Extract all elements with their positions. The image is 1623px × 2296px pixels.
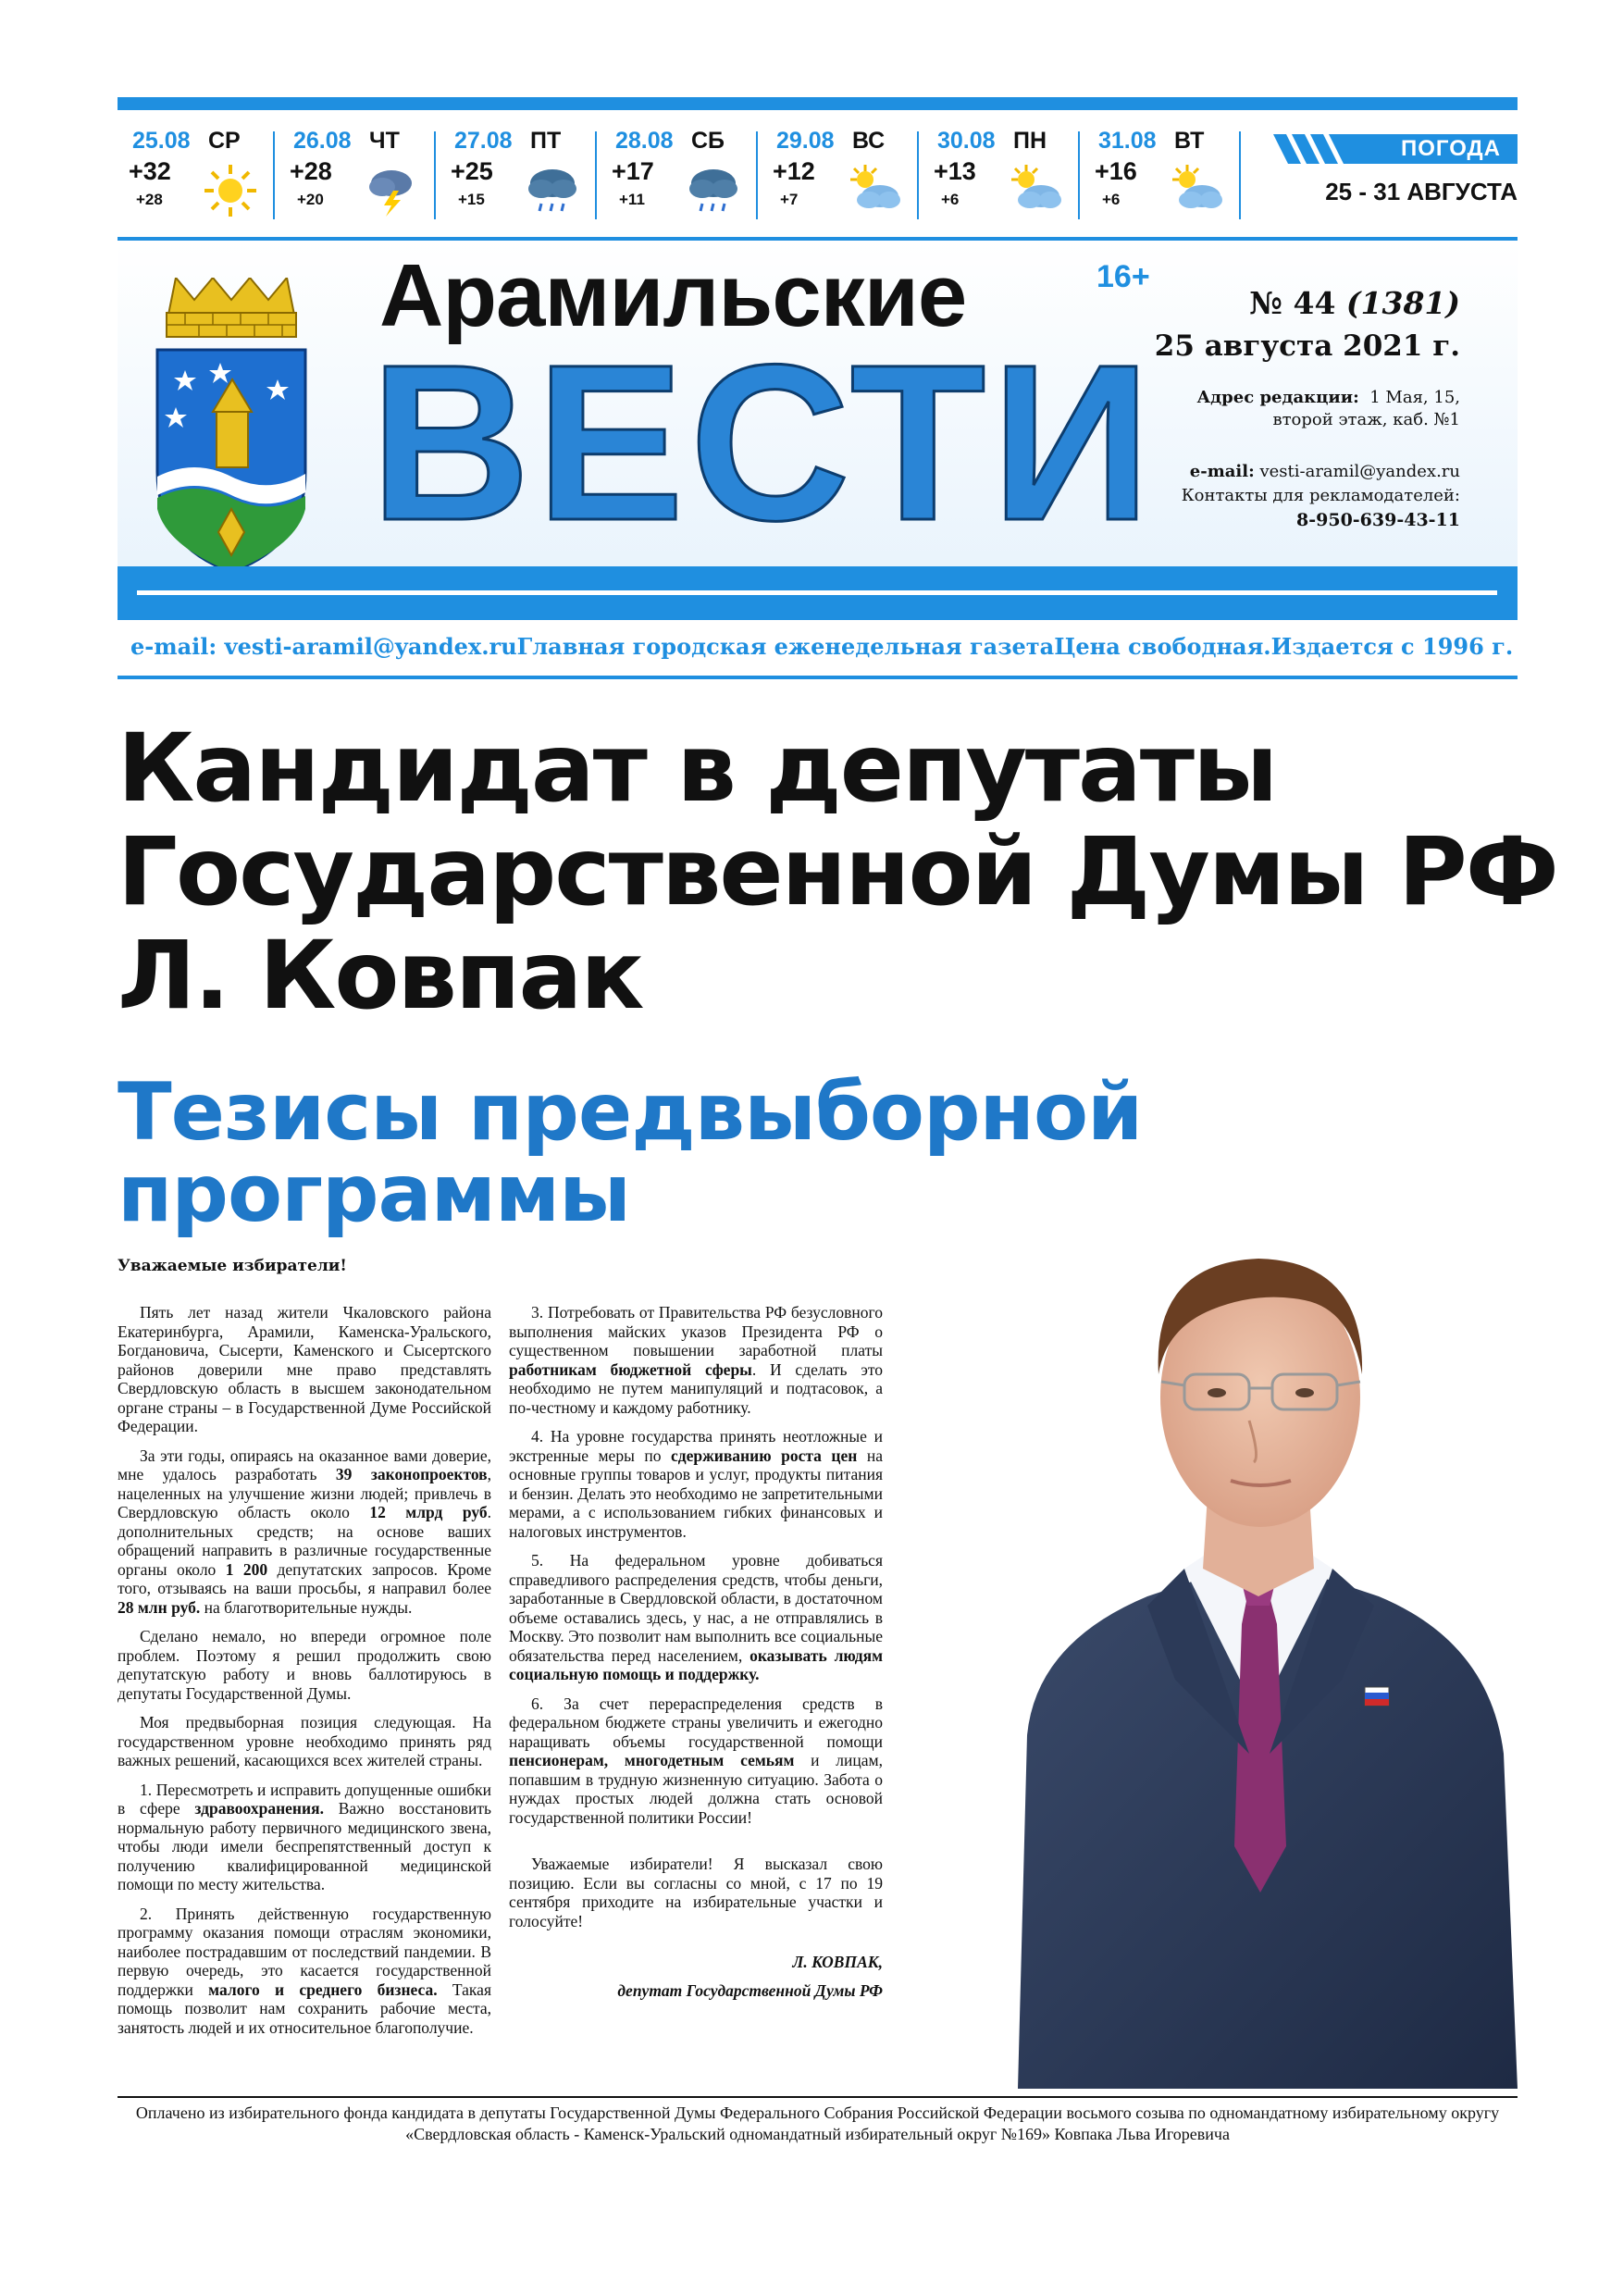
info-line <box>118 633 1518 660</box>
weather-separator <box>434 131 436 219</box>
weather-date: 27.08 <box>454 128 513 154</box>
info-email[interactable]: e-mail: vesti-aramil@yandex.ru <box>130 633 517 660</box>
city-coat-of-arms-icon <box>148 278 315 574</box>
weather-separator <box>273 131 275 219</box>
subheadline-line2: программы <box>118 1148 630 1240</box>
weather-weekday: ВТ <box>1174 128 1205 154</box>
thunder-cloud-icon <box>364 163 419 218</box>
footer-paid-notice: Оплачено из избирательного фонда кандидата в депутаты Государственной Думы Федерального Собрания Российской Федерации восьмого созыва по одномандатному избирательному округу «Свердловская область - Каменск-Уральский одномандатный избирательный округ №169» Ковпака Льва Игоревича <box>135 2104 1500 2143</box>
partly-cloudy-icon <box>1169 163 1224 218</box>
paragraph-5: 1. Пересмотреть и исправить допущенные ошибки в сфере здравоохранения. Важно восстановить нормальную работу первичного медицинского звена, чтобы люди имели беспрепятственный доступ к получению квалифицированной медицинской помощи по месту жительства. <box>118 1780 491 1893</box>
paragraph-9: 5. На федеральном уровне добиваться справедливого распределения средств, чтобы деньги, заработанные в Свердловской области, в достаточном объеме оставались здесь, у нас, а не отправлялись в Москву. Это позволит нам выполнить все социальные обязательства перед населением, оказывать людям социальную помощь и поддержку. <box>509 1551 884 1683</box>
signature-title: депутат Государственной Думы РФ <box>617 1980 883 2000</box>
weather-weekday: СР <box>208 128 241 154</box>
article-greeting: Уважаемые избиратели! <box>118 1257 347 1275</box>
weather-temp-max: +12 <box>773 157 815 185</box>
weather-temp-max: +28 <box>290 157 332 185</box>
weather-date: 31.08 <box>1098 128 1157 154</box>
signature-name: Л. КОВПАК, <box>792 1953 883 1971</box>
rain-cloud-icon <box>525 163 580 218</box>
email-label: e-mail: <box>1189 462 1255 481</box>
weather-day <box>923 122 1082 229</box>
weather-temp-min: +15 <box>458 191 485 208</box>
weather-label: ПОГОДА <box>1401 136 1501 161</box>
issue-number-label: № 44 <box>1249 285 1336 321</box>
issue-total: (1381) <box>1345 285 1460 321</box>
weather-weekday: ПН <box>1013 128 1047 154</box>
paragraph-11: Уважаемые избиратели! Я высказал свою позицию. Если вы согласны со мной, с 17 по 19 сентября приходите на избирательные участки и голосуйте! <box>509 1855 883 1930</box>
paragraph-3: Сделано немало, но впереди огромное поле проблем. Поэтому я решил продолжить свою депутатскую работу и вновь баллотируюсь в депутаты Государственной Думы. <box>118 1627 491 1703</box>
newspaper-title-bottom: ВЕСТИ <box>370 318 1157 566</box>
info-price: Цена свободная. <box>1054 633 1271 660</box>
weather-day <box>440 122 599 229</box>
weather-date-range: 25 - 31 АВГУСТА <box>1325 178 1518 205</box>
weather-day <box>1084 122 1243 229</box>
info-tagline: Главная городская еженедельная газета <box>516 633 1055 660</box>
address-line2: второй этаж, каб. №1 <box>1272 410 1460 429</box>
headline-line2: Государственной Думы РФ <box>118 817 1557 927</box>
subheadline-line1: Тезисы предвыборной <box>118 1066 1143 1159</box>
sun-icon <box>203 163 258 218</box>
headline-line3: Л. Ковпак <box>118 921 643 1031</box>
weather-day <box>279 122 438 229</box>
paragraph-4: Моя предвыборная позиция следующая. На государственном уровне необходимо принять ряд важных решений, касающихся всех жителей страны. <box>118 1713 491 1769</box>
email-link[interactable]: vesti-aramil@yandex.ru <box>1259 462 1460 481</box>
weather-temp-min: +6 <box>1102 191 1121 208</box>
article-column-2 <box>509 1303 883 2000</box>
issue-number <box>1129 285 1460 321</box>
headline-line1: Кандидат в депутаты <box>118 714 1277 824</box>
weather-temp-min: +11 <box>619 191 645 208</box>
weather-date: 28.08 <box>615 128 674 154</box>
weather-temp-min: +20 <box>297 191 324 208</box>
contacts-block <box>1073 460 1460 533</box>
weather-weekday: ПТ <box>530 128 562 154</box>
partly-cloudy-icon <box>847 163 902 218</box>
weather-separator <box>595 131 597 219</box>
weather-date: 25.08 <box>132 128 191 154</box>
weather-separator <box>1078 131 1080 219</box>
weather-temp-max: +25 <box>451 157 493 185</box>
article-column-1 <box>118 1303 491 2047</box>
weather-temp-max: +17 <box>612 157 654 185</box>
address-line1: 1 Мая, 15, <box>1369 388 1460 407</box>
paragraph-7: 3. Потребовать от Правительства РФ безусловного выполнения майских указов Президента РФ о существенном повышении заработной платы работникам бюджетной сферы. И сделать это необходимо не путем манипуляций и подтасовок, а по-честному и каждому работнику. <box>509 1303 883 1417</box>
weather-temp-min: +7 <box>780 191 799 208</box>
weather-temp-max: +16 <box>1095 157 1137 185</box>
paragraph-8: 4. На уровне государства принять неотложные и экстренные меры по сдерживанию роста цен на основные группы товаров и услуг, продукты питания и бензин. Делать это необходимо не запретительными мерами, а с использованием гибких финансовых и налоговых инструментов. <box>509 1427 883 1541</box>
info-since: Издается с 1996 г. <box>1270 633 1514 660</box>
weather-day <box>601 122 760 229</box>
rain-cloud-icon <box>686 163 741 218</box>
weather-temp-min: +28 <box>136 191 163 208</box>
paragraph-6: 2. Принять действенную государственную программу оказания помощи отраслям экономики, наиболее пострадавшим от последствий пандемии. В первую очередь, это касается государственной поддержки малого и среднего бизнеса. Такая помощь позволит нам сохранить рабочие места, занятость людей и их относительное благополучие. <box>118 1904 491 2037</box>
phone-number[interactable]: 8-950-639-43-11 <box>1296 510 1460 530</box>
weather-temp-max: +13 <box>934 157 976 185</box>
candidate-photo <box>999 1161 1518 2089</box>
weather-weekday: СБ <box>691 128 725 154</box>
paragraph-2: За эти годы, опираясь на оказанное вами доверие, мне удалось разработать 39 законопроектов, нацеленных на улучшение жизни людей; привлечь в Свердловскую область около 12 млрд руб. дополнительных средств; на основе ваших обращений направить в различные государственные органы около 1 200 депутатских запросов. Кроме того, отзываясь на ваши просьбы, я направил более 28 млн руб. на благотворительные нужды. <box>118 1446 492 1617</box>
weather-weekday: ЧТ <box>369 128 400 154</box>
info-line-rule <box>118 676 1518 679</box>
weather-temp-max: +32 <box>129 157 171 185</box>
weather-date: 26.08 <box>293 128 352 154</box>
weather-day <box>762 122 921 229</box>
weather-temp-min: +6 <box>941 191 960 208</box>
newspaper-title-top: Арамильские <box>379 246 967 345</box>
weather-weekday: ВС <box>852 128 886 154</box>
editorial-address <box>1092 387 1460 431</box>
paragraph-1: Пять лет назад жители Чкаловского района Екатеринбурга, Арамили, Каменска-Уральского, Богдановича, Сысерти, Каменского и Сысертского районов доверили мне право представлять Свердловскую область в высшем законодательном органе страны – в Государственной Думе Российской Федерации. <box>118 1303 491 1435</box>
weather-top-bar <box>118 97 1518 110</box>
address-label: Адрес редакции: <box>1196 388 1359 407</box>
masthead-white-stripe <box>137 590 1497 595</box>
paragraph-10: 6. За счет перераспределения средств в федеральном бюджете страны увеличить и ежегодно наращивать объемы государственной помощи пенсионерам, многодетным семьям и лицам, попавшим в трудную жизненную ситуацию. Забота о нуждах простых людей должна стать основой государственной политики России! <box>509 1694 883 1827</box>
weather-date: 29.08 <box>776 128 835 154</box>
age-rating: 16+ <box>1096 259 1150 294</box>
weather-label-bar <box>1273 134 1518 164</box>
ads-contacts-label: Контакты для рекламодателей: <box>1181 486 1460 505</box>
footer-rule <box>118 2096 1518 2098</box>
main-headline <box>118 714 1561 1031</box>
weather-separator <box>917 131 919 219</box>
weather-separator <box>1239 131 1241 219</box>
issue-date: 25 августа 2021 г. <box>1154 329 1460 363</box>
partly-cloudy-icon <box>1008 163 1063 218</box>
weather-day <box>118 122 277 229</box>
weather-date: 30.08 <box>937 128 996 154</box>
weather-separator <box>756 131 758 219</box>
